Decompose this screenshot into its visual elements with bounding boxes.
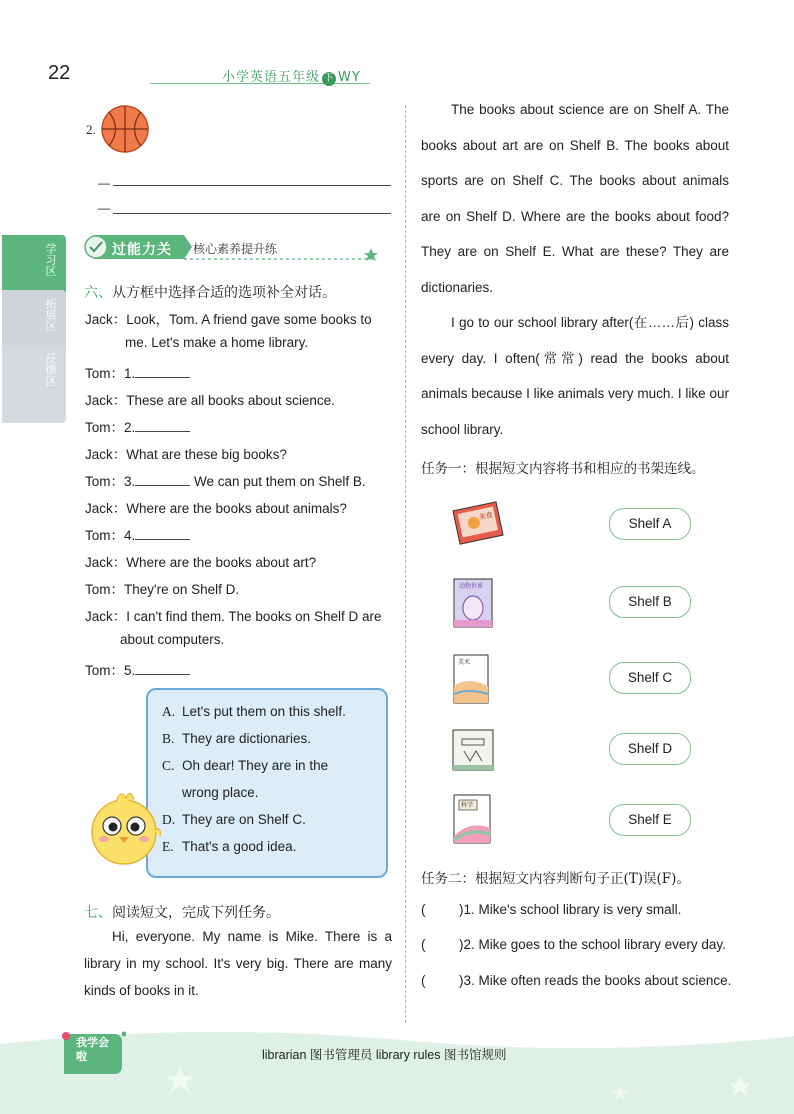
chick-mascot	[86, 782, 162, 868]
passage-paragraph-2: The books about science are on Shelf A. The books about art are on Shelf B. The books about sports are on Shelf C. The books about animals are on Shelf D. Where are the books about food? They are on Shelf E. What are these? They are dictionaries.	[421, 102, 729, 295]
footer-vocabulary: librarian 图书管理员 library rules 图书馆规则	[262, 1048, 507, 1062]
passage-paragraph-3: I go to our school library after(在……后) class every day. I often(常常) read the books about animals because I like animals very much. I like our school library.	[421, 315, 729, 437]
dialogue-line: Jack：What are these big books?	[85, 447, 287, 462]
passage-paragraph-1: Hi, everyone. My name is Mike. There is a library in my school. It's very big. There are many kinds of books in it.	[84, 929, 392, 998]
dialogue-line: Tom：1.	[85, 362, 190, 382]
food-book-icon[interactable]	[450, 500, 506, 546]
question-7-heading: 七、阅读短文，完成下列任务。	[84, 905, 280, 921]
question-6-heading: 六、从方框中选择合适的选项补全对话。	[84, 285, 336, 301]
side-tab-study[interactable]: 学习区	[2, 235, 66, 297]
answer-line-1[interactable]	[113, 185, 391, 186]
write-dash-2: —	[98, 201, 110, 215]
tf-statement[interactable]: ( )3. Mike often reads the books about science.	[421, 973, 732, 988]
dialogue-line: about computers.	[120, 632, 225, 647]
dialogue-line: Tom：They're on Shelf D.	[85, 582, 240, 597]
dialogue-line: Tom：5.	[85, 659, 190, 679]
column-divider	[405, 105, 406, 1023]
grade-circle: 下	[323, 73, 335, 84]
dialogue-line: Tom：2.	[85, 416, 190, 436]
book-label-animals: 动物世界	[459, 583, 484, 590]
page-number: 22	[48, 62, 71, 84]
animal-book-icon[interactable]	[450, 576, 496, 630]
shelf-a-button[interactable]: Shelf A	[609, 508, 691, 540]
dialogue-line: Tom：4.	[85, 524, 190, 544]
side-tab-extend[interactable]: 拓展区	[2, 290, 66, 352]
tf-statement[interactable]: ( )1. Mike's school library is very small.	[421, 902, 682, 917]
option-item: E. That's a good idea.	[162, 839, 297, 854]
option-item: D. They are on Shelf C.	[162, 812, 306, 827]
basketball-illustration	[100, 104, 150, 154]
task-2-instruction: 任务二：根据短文内容判断句子正(T)误(F)。	[421, 871, 690, 887]
dialogue-line: Jack：Look，Tom. A friend gave some books to	[85, 312, 372, 327]
science-book-icon[interactable]	[450, 792, 494, 846]
shelf-e-button[interactable]: Shelf E	[609, 804, 691, 836]
question-2-label: 2.	[86, 122, 96, 137]
book-title: 小学英语五年级 下 WY	[222, 70, 361, 85]
badge-text: 我学会啦	[76, 1036, 109, 1063]
section-subtitle: 核心素养提升练	[193, 242, 278, 256]
write-dash-1: —	[98, 176, 110, 190]
answer-blank[interactable]	[135, 475, 190, 486]
answer-blank[interactable]	[135, 367, 190, 378]
shelf-d-button[interactable]: Shelf D	[609, 733, 691, 765]
option-item: A. Let's put them on this shelf.	[162, 704, 346, 719]
dialogue-line: Jack：I can't find them. The books on Shelf D are	[85, 609, 382, 624]
answer-blank[interactable]	[135, 421, 190, 432]
answer-line-2[interactable]	[113, 213, 391, 214]
sports-book-icon[interactable]	[450, 727, 496, 773]
shelf-c-button[interactable]: Shelf C	[609, 662, 691, 694]
option-item: C. Oh dear! They are in the	[162, 758, 329, 773]
dialogue-line: Tom：3. We can put them on Shelf B.	[85, 474, 366, 489]
dialogue-line: Jack：Where are the books about art?	[85, 555, 317, 570]
art-book-icon[interactable]	[450, 652, 492, 706]
dialogue-line: me. Let's make a home library.	[125, 335, 309, 350]
option-item: wrong place.	[182, 785, 259, 800]
task-1-instruction: 任务一：根据短文内容将书和相应的书架连线。	[421, 461, 705, 477]
book-label-food: 美食	[478, 510, 494, 522]
side-tab-feedback[interactable]: 反馈区	[2, 345, 66, 423]
book-label-art: 美术	[458, 659, 471, 666]
answer-blank[interactable]	[135, 664, 190, 675]
answer-blank[interactable]	[135, 529, 190, 540]
book-label-science: 科学	[461, 802, 474, 809]
option-item: B. They are dictionaries.	[162, 731, 312, 746]
section-title: 过能力关	[112, 242, 172, 258]
shelf-b-button[interactable]: Shelf B	[609, 586, 691, 618]
dialogue-line: Jack：Where are the books about animals?	[85, 501, 347, 516]
dialogue-line: Jack：These are all books about science.	[85, 393, 335, 408]
tf-statement[interactable]: ( )2. Mike goes to the school library every day.	[421, 937, 726, 952]
